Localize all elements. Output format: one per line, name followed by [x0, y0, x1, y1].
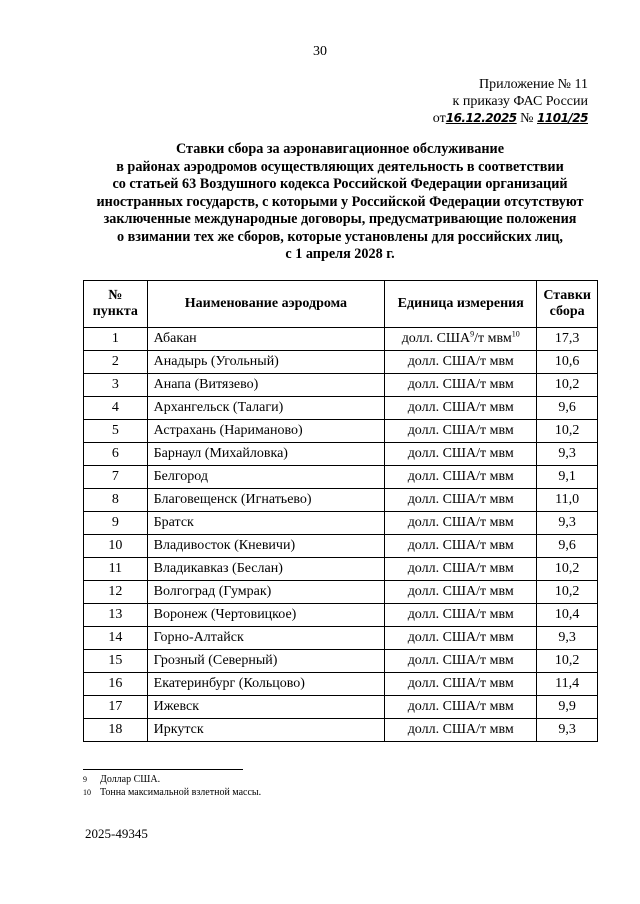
table-row [84, 558, 598, 581]
title-line: со статьей 63 Воздушного кодекса Российской Федерации организаций [112, 176, 568, 192]
row-number: 16 [84, 673, 148, 696]
table-row [84, 351, 598, 374]
row-number: 9 [84, 512, 148, 535]
rate-value: 10,2 [537, 581, 598, 604]
unit-cell: долл. США/т мвм [385, 420, 537, 443]
aerodrome-name: Анапа (Витязево) [147, 374, 385, 397]
rates-table [83, 280, 598, 742]
rate-value: 10,2 [537, 558, 598, 581]
date-prefix: от [432, 111, 446, 126]
footnote-mark: 9 [83, 775, 87, 784]
table-row [84, 466, 598, 489]
footnote-text: Доллар США. [100, 774, 161, 785]
table-row [84, 719, 598, 742]
table-row [84, 443, 598, 466]
footnotes [83, 773, 261, 799]
table-row [84, 696, 598, 719]
row-number: 6 [84, 443, 148, 466]
number-prefix: № [520, 111, 534, 126]
handwritten-date: 16.12.2025 [445, 111, 517, 125]
row-number: 18 [84, 719, 148, 742]
unit-cell: долл. США/т мвм [385, 719, 537, 742]
title-line: с 1 апреля 2028 г. [285, 246, 395, 262]
aerodrome-name: Екатеринбург (Кольцово) [147, 673, 385, 696]
unit-currency: долл. США [401, 331, 471, 346]
title-line: в районах аэродромов осуществляющих деятельность в соответствии [116, 158, 564, 175]
rate-value: 10,4 [537, 604, 598, 627]
unit-cell: долл. США/т мвм [385, 512, 537, 535]
rate-value: 10,2 [537, 420, 598, 443]
unit-cell: долл. США/т мвм [385, 374, 537, 397]
unit-mass: /т мвм [474, 331, 512, 346]
rate-value: 11,4 [537, 673, 598, 696]
footnote-item [83, 773, 261, 786]
aerodrome-name: Астрахань (Нариманово) [147, 420, 385, 443]
footnote-text: Тонна максимальной взлетной массы. [100, 787, 262, 798]
table-row [84, 328, 598, 351]
aerodrome-name: Абакан [147, 328, 385, 351]
appendix-header [433, 76, 588, 127]
footnote-item [83, 786, 261, 799]
unit-cell: долл. США/т мвм [385, 558, 537, 581]
rate-value: 9,3 [537, 443, 598, 466]
table-row [84, 397, 598, 420]
table-row [84, 535, 598, 558]
footnote-mark: 10 [83, 788, 91, 797]
unit-cell: долл. США/т мвм [385, 627, 537, 650]
row-number: 7 [84, 466, 148, 489]
table-row [84, 512, 598, 535]
appendix-date-line [433, 110, 588, 127]
row-number: 1 [84, 328, 148, 351]
unit-cell: долл. США/т мвм [385, 443, 537, 466]
footnote-ref: 10 [511, 329, 520, 339]
rate-value: 9,9 [537, 696, 598, 719]
rate-value: 9,3 [537, 627, 598, 650]
aerodrome-name: Иркутск [147, 719, 385, 742]
row-number: 5 [84, 420, 148, 443]
unit-cell: долл. США/т мвм [385, 650, 537, 673]
page-number: 30 [313, 44, 327, 59]
aerodrome-name: Ижевск [147, 696, 385, 719]
aerodrome-name: Благовещенск (Игнатьево) [147, 489, 385, 512]
table-row [84, 650, 598, 673]
footnote-divider [83, 769, 243, 770]
handwritten-order-number: 1101/25 [537, 111, 588, 125]
row-number: 2 [84, 351, 148, 374]
unit-cell: долл. США/т мвм [385, 604, 537, 627]
title-line: иностранных государств, с которыми у Российской Федерации отсутствуют [96, 193, 584, 210]
rate-value: 10,2 [537, 374, 598, 397]
unit-cell: долл. США/т мвм [385, 397, 537, 420]
appendix-line-1: Приложение № 11 [479, 77, 588, 92]
table-row [84, 604, 598, 627]
row-number: 15 [84, 650, 148, 673]
table-row [84, 581, 598, 604]
aerodrome-name: Горно-Алтайск [147, 627, 385, 650]
row-number: 10 [84, 535, 148, 558]
header-aerodrome-name: Наименование аэродрома [147, 281, 385, 328]
header-rate: Ставки сбора [537, 281, 598, 328]
table-row [84, 374, 598, 397]
aerodrome-name: Братск [147, 512, 385, 535]
table-header-row [84, 281, 598, 328]
rate-value: 11,0 [537, 489, 598, 512]
aerodrome-name: Архангельск (Талаги) [147, 397, 385, 420]
rate-value: 9,6 [537, 535, 598, 558]
row-number: 13 [84, 604, 148, 627]
rate-value: 9,3 [537, 512, 598, 535]
title-line: о взимании тех же сборов, которые установлены для российских лиц, [117, 228, 563, 245]
unit-cell [385, 328, 537, 351]
aerodrome-name: Анадырь (Угольный) [147, 351, 385, 374]
aerodrome-name: Барнаул (Михайловка) [147, 443, 385, 466]
unit-cell: долл. США/т мвм [385, 673, 537, 696]
row-number: 12 [84, 581, 148, 604]
rate-value: 17,3 [537, 328, 598, 351]
unit-cell: долл. США/т мвм [385, 696, 537, 719]
document-title [70, 141, 610, 264]
title-line: Ставки сбора за аэронавигационное обслуживание [176, 141, 504, 157]
table-row [84, 420, 598, 443]
unit-cell: долл. США/т мвм [385, 535, 537, 558]
rate-value: 9,1 [537, 466, 598, 489]
header-number: № пункта [84, 281, 148, 328]
aerodrome-name: Владикавказ (Беслан) [147, 558, 385, 581]
row-number: 4 [84, 397, 148, 420]
table-row [84, 673, 598, 696]
aerodrome-name: Грозный (Северный) [147, 650, 385, 673]
unit-cell: долл. США/т мвм [385, 489, 537, 512]
unit-cell: долл. США/т мвм [385, 351, 537, 374]
rate-value: 9,6 [537, 397, 598, 420]
aerodrome-name: Воронеж (Чертовицкое) [147, 604, 385, 627]
aerodrome-name: Белгород [147, 466, 385, 489]
row-number: 17 [84, 696, 148, 719]
aerodrome-name: Владивосток (Кневичи) [147, 535, 385, 558]
row-number: 11 [84, 558, 148, 581]
title-line: заключенные международные договоры, предусматривающие положения [103, 211, 577, 227]
document-number: 2025-49345 [85, 826, 148, 841]
table-row [84, 489, 598, 512]
row-number: 8 [84, 489, 148, 512]
header-unit: Единица измерения [385, 281, 537, 328]
rate-value: 10,2 [537, 650, 598, 673]
row-number: 3 [84, 374, 148, 397]
table-row [84, 627, 598, 650]
appendix-line-2: к приказу ФАС России [452, 94, 588, 109]
row-number: 14 [84, 627, 148, 650]
aerodrome-name: Волгоград (Гумрак) [147, 581, 385, 604]
rate-value: 10,6 [537, 351, 598, 374]
rate-value: 9,3 [537, 719, 598, 742]
footnote-ref: 9 [470, 329, 475, 339]
unit-cell: долл. США/т мвм [385, 581, 537, 604]
unit-cell: долл. США/т мвм [385, 466, 537, 489]
